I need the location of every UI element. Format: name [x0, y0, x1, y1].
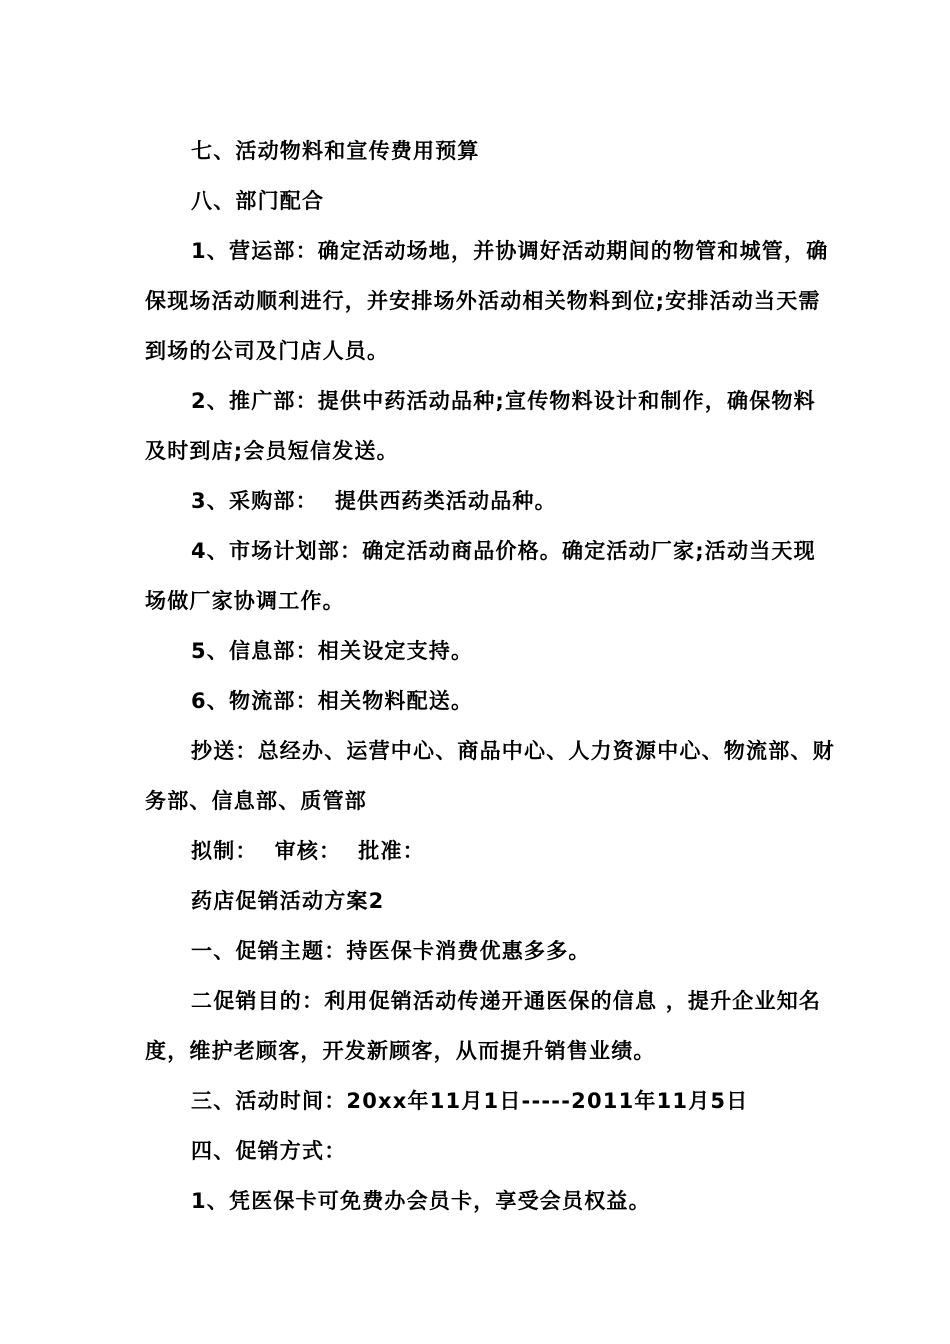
plan-2-title: 药店促销活动方案2: [191, 889, 385, 913]
paragraph-section-8: 八、部门配合: [191, 189, 325, 213]
paragraph-promotion-theme: 一、促销主题：持医保卡消费优惠多多。: [191, 939, 591, 963]
paragraph-operations-dept: 1、营运部：确定活动场地，并协调好活动期间的物管和城管，确保现场活动顺利进行，并安排场外活动相关物料到位;安排活动当天需到场的公司及门店人员。: [145, 239, 829, 363]
paragraph-promotion-method: 四、促销方式：: [191, 1139, 347, 1163]
paragraph-promotion-purpose: 二促销目的：利用促销活动传递开通医保的信息 ，提升企业知名度，维护老顾客，开发新顾客，从而提升销售业绩。: [145, 989, 822, 1063]
paragraph-section-7: 七、活动物料和宣传费用预算: [191, 139, 480, 163]
paragraph-cc-list: 抄送：总经办、运营中心、商品中心、人力资源中心、物流部、财务部、信息部、质管部: [145, 739, 835, 813]
paragraph-market-planning-dept: 4、市场计划部：确定活动商品价格。确定活动厂家;活动当天现场做厂家协调工作。: [145, 539, 816, 613]
paragraph-logistics-dept: 6、物流部：相关物料配送。: [191, 689, 474, 713]
paragraph-purchasing-dept: 3、采购部： 提供西药类活动品种。: [191, 489, 557, 513]
paragraph-activity-time: 三、活动时间：20xx年11月1日-----2011年11月5日: [191, 1089, 749, 1113]
paragraph-information-dept: 5、信息部：相关设定支持。: [191, 639, 474, 663]
paragraph-method-1: 1、凭医保卡可免费办会员卡，享受会员权益。: [191, 1189, 651, 1213]
paragraph-signatures: 拟制： 审核： 批准：: [191, 839, 425, 863]
paragraph-promotion-dept: 2、推广部：提供中药活动品种;宣传物料设计和制作，确保物料及时到店;会员短信发送。: [145, 389, 816, 463]
